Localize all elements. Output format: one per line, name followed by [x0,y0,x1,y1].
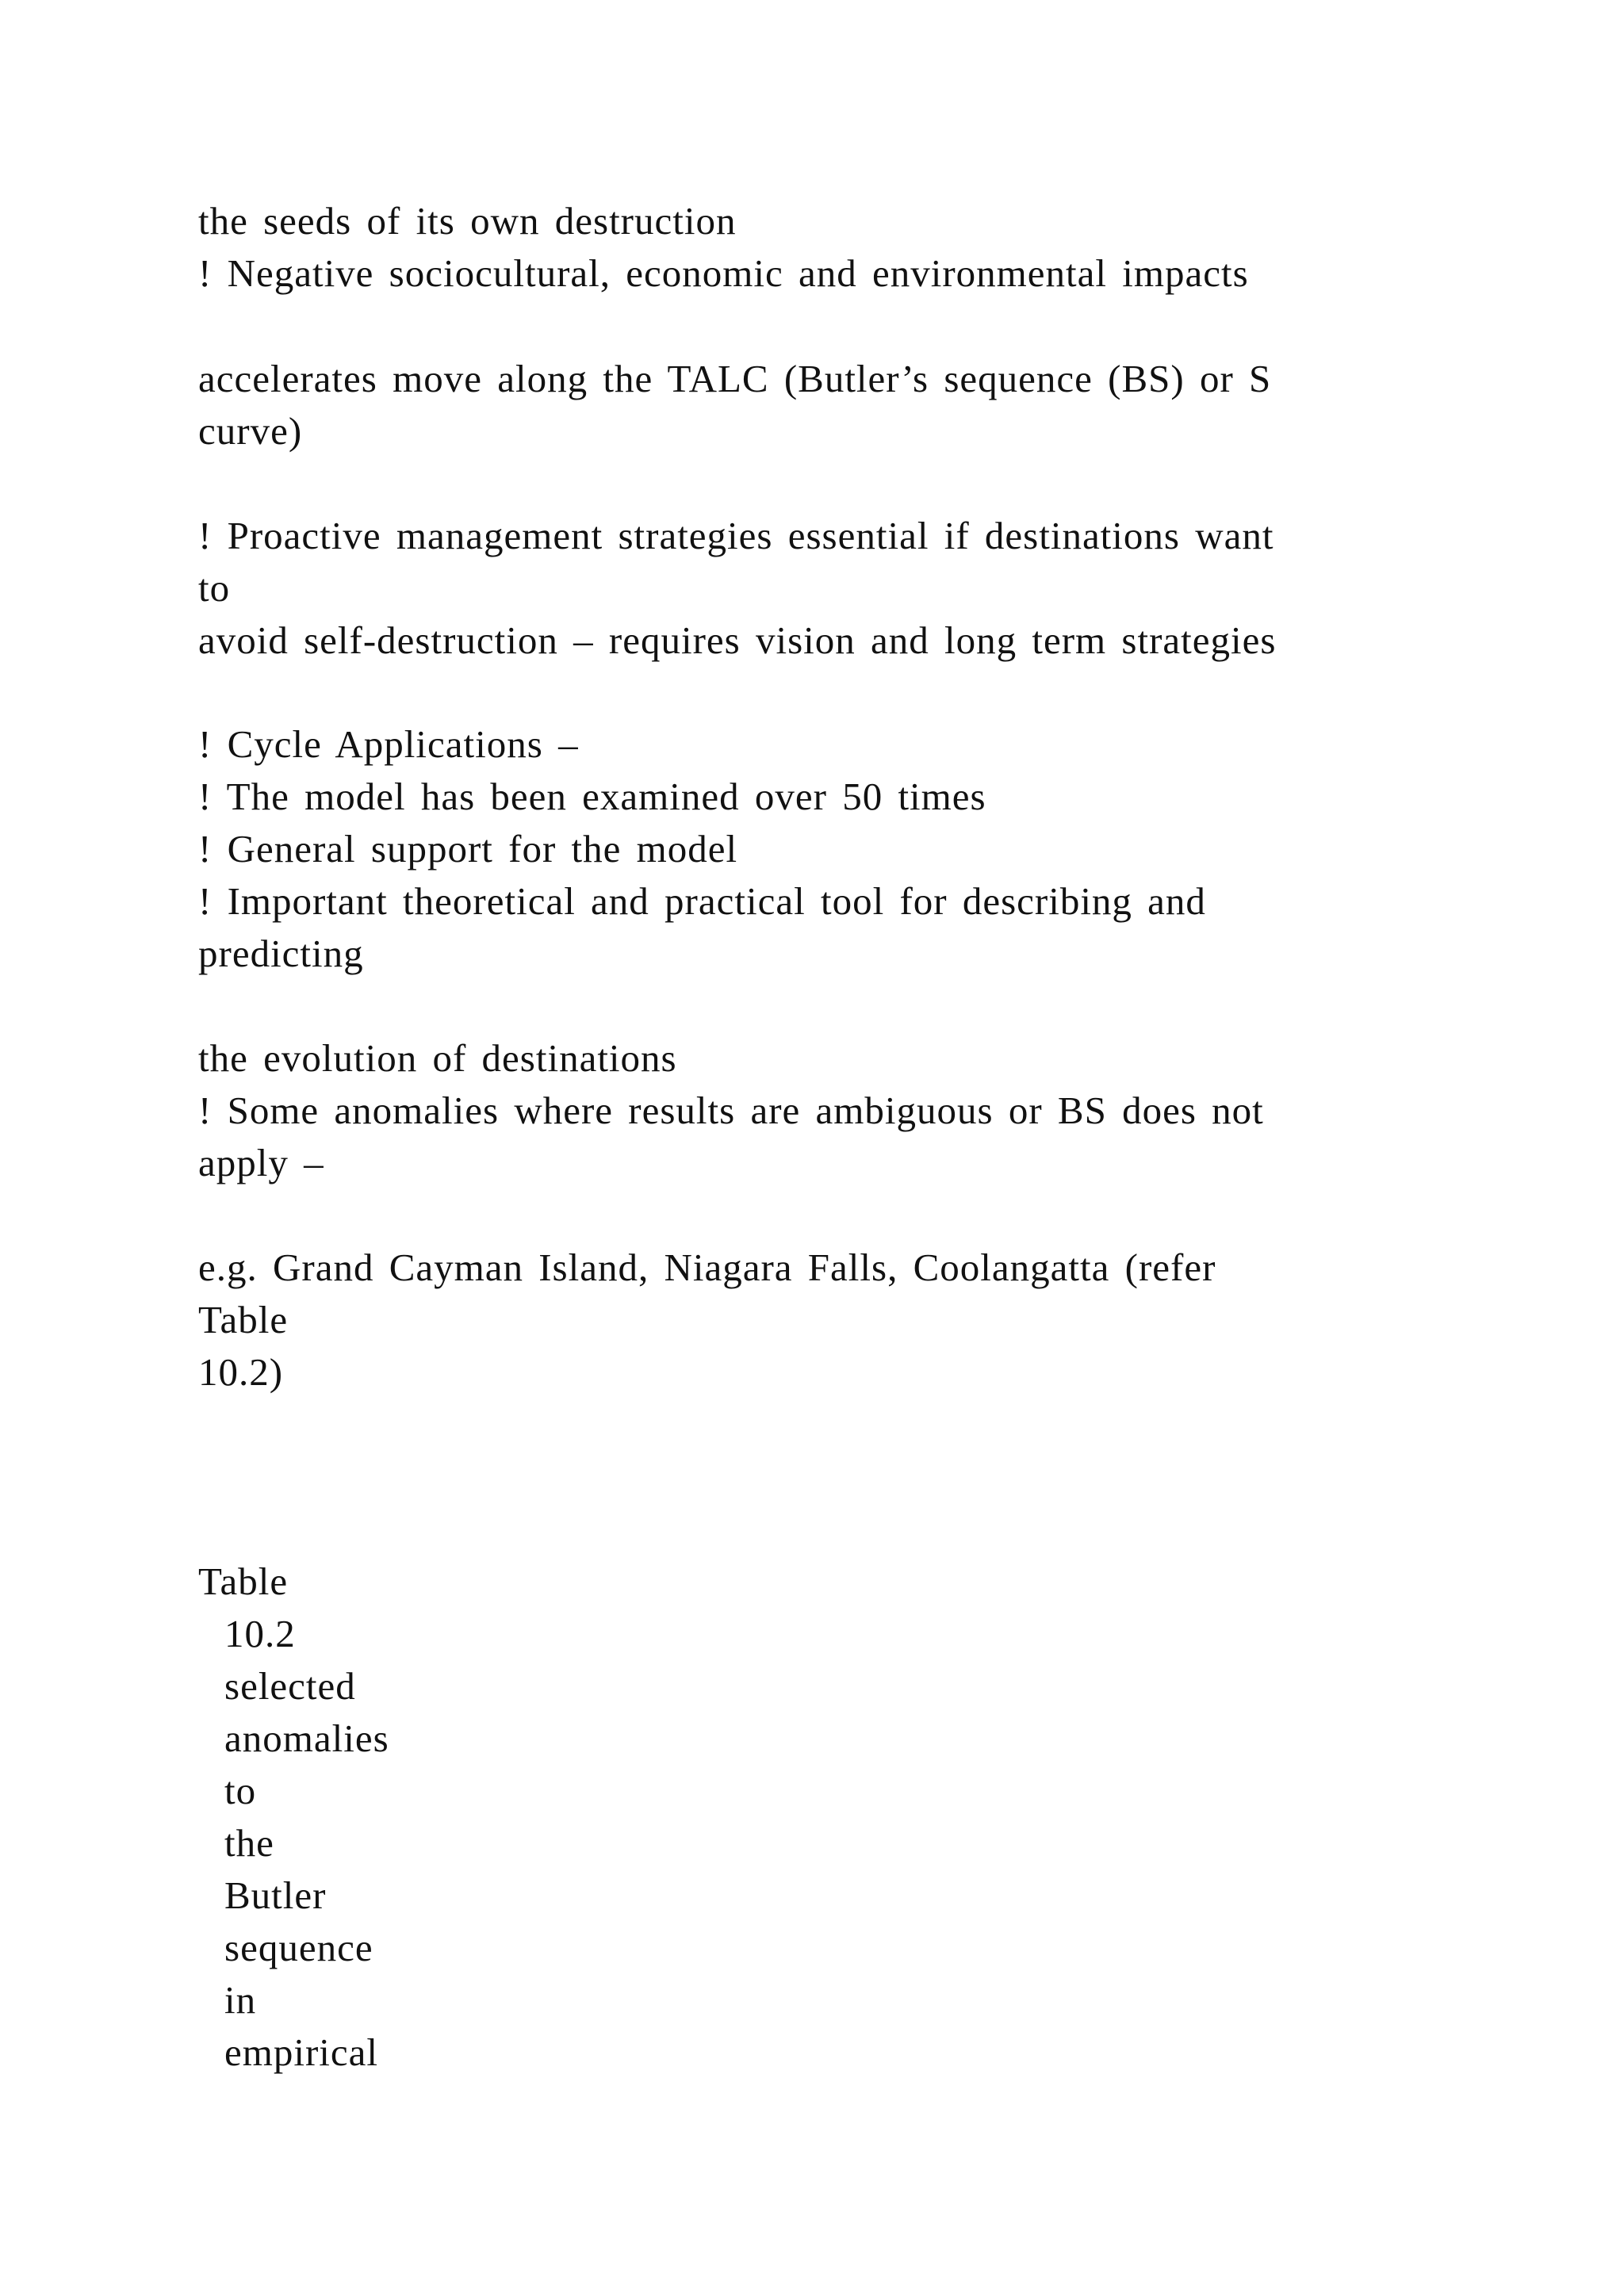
bullet-line: ! General support for the model [198,827,738,871]
text-line: avoid self-destruction – requires vision and long term strategies [198,618,1277,662]
text-line: accelerates move along the TALC (Butler’s sequence (BS) or S [198,357,1272,400]
text-line: the evolution of destinations [198,1036,677,1080]
text-line: apply – [198,1141,324,1184]
text-line: 10.2) [198,1350,284,1394]
table-caption-word: sequence [224,1926,373,1969]
text-line: the seeds of its own destruction [198,199,737,243]
table-caption-word: 10.2 [224,1612,296,1655]
bullet-line: ! Cycle Applications – [198,722,579,766]
text-line: Table [198,1298,289,1341]
table-caption-word: the [224,1821,274,1865]
bullet-line: ! The model has been examined over 50 times [198,775,986,818]
text-line: e.g. Grand Cayman Island, Niagara Falls, Coolangatta (refer [198,1246,1216,1289]
table-caption-word: Butler [224,1873,327,1917]
table-caption-word: Table [198,1559,289,1603]
text-line: predicting [198,932,364,975]
table-caption-word: in [224,1978,257,2022]
table-caption-word: to [224,1769,257,1812]
table-caption-word: empirical [224,2030,379,2074]
text-line: to [198,566,231,610]
bullet-line: ! Negative sociocultural, economic and environmental impacts [198,251,1249,295]
text-line: curve) [198,409,303,453]
table-caption-word: selected [224,1664,356,1708]
table-caption-word: anomalies [224,1716,389,1760]
bullet-line: ! Proactive management strategies essential if destinations want [198,514,1274,557]
bullet-line: ! Important theoretical and practical tool for describing and [198,879,1206,923]
bullet-line: ! Some anomalies where results are ambiguous or BS does not [198,1089,1264,1132]
